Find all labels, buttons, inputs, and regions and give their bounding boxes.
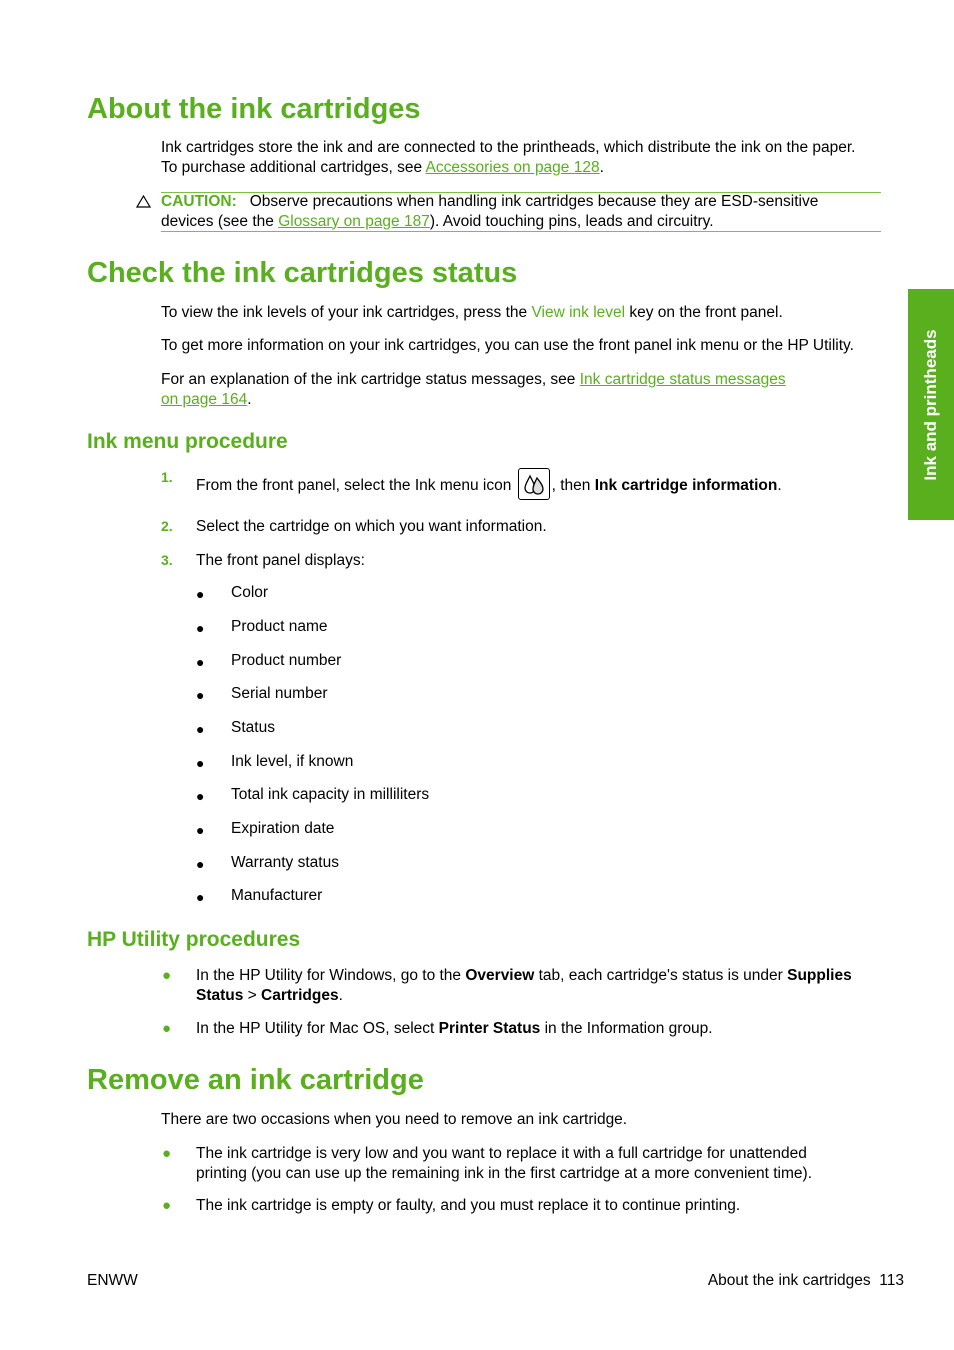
check-p3-period: . xyxy=(247,390,252,408)
section-title-about: About the ink cartridges xyxy=(87,93,421,125)
step-3: The front panel displays: xyxy=(196,552,365,569)
hpu-b1-b: tab, each cartridge's status is under xyxy=(534,967,788,984)
section-title-remove: Remove an ink cartridge xyxy=(87,1064,424,1096)
hpu-b1-a: In the HP Utility for Windows, go to the xyxy=(196,967,466,984)
list-item: Status xyxy=(231,719,275,736)
caution-note xyxy=(161,192,886,231)
footer-right xyxy=(708,1272,904,1290)
step-1-text-a: From the front panel, select the Ink menu icon xyxy=(196,477,516,495)
caution-triangle-icon xyxy=(136,195,151,208)
list-item: Color xyxy=(231,584,269,601)
subsection-title-ink-menu: Ink menu procedure xyxy=(87,430,288,453)
list-item: Serial number xyxy=(231,685,328,702)
step-number-3: 3. xyxy=(161,552,173,568)
check-p1 xyxy=(161,303,886,323)
bullet: ● xyxy=(196,788,205,804)
hpu-overview: Overview xyxy=(465,967,535,984)
list-item: Product number xyxy=(231,652,342,669)
step-2: Select the cartridge on which you want information. xyxy=(196,518,547,535)
remove-reason-1 xyxy=(196,1144,886,1183)
step-1-bold: Ink cartridge information xyxy=(594,477,778,495)
list-item: Total ink capacity in milliliters xyxy=(231,786,430,803)
caution-line2: devices (see the xyxy=(161,212,279,230)
footer-section-title: About the ink cartridges xyxy=(707,1272,871,1289)
step-number-2: 2. xyxy=(161,518,173,534)
step-1-period: . xyxy=(777,477,782,495)
glossary-link[interactable]: Glossary on page 187 xyxy=(278,212,430,230)
bullet: ● xyxy=(196,822,205,838)
step-1-text-b: , then xyxy=(551,477,595,495)
caution-label: CAUTION: xyxy=(161,193,237,210)
remove-reason-2: The ink cartridge is empty or faulty, and you must replace it to continue printing. xyxy=(196,1197,741,1214)
status-messages-page-link[interactable]: on page 164 xyxy=(161,390,248,408)
list-item: Product name xyxy=(231,618,328,635)
hp-utility-windows xyxy=(196,966,886,1005)
bullet: ● xyxy=(196,620,205,636)
subsection-title-hp-utility: HP Utility procedures xyxy=(87,928,301,951)
hpu-supplies: Supplies xyxy=(787,967,852,984)
check-p3 xyxy=(161,370,886,409)
bullet: ● xyxy=(196,721,205,737)
bullet: ● xyxy=(196,654,205,670)
remove-reason-1-line2: printing (you can use up the remaining ink in the first cartridge at a more convenient time). xyxy=(196,1164,813,1182)
about-intro-line2: To purchase additional cartridges, see xyxy=(161,158,426,176)
step-1 xyxy=(196,470,782,502)
hpu-gt: > xyxy=(243,986,262,1004)
about-intro-period: . xyxy=(599,158,604,176)
accessories-link[interactable]: Accessories on page 128 xyxy=(425,158,600,176)
remove-reason-1-line1: The ink cartridge is very low and you want to replace it with a full cartridge for unattended xyxy=(196,1145,807,1162)
list-item: Expiration date xyxy=(231,820,335,837)
bullet: ● xyxy=(196,755,205,771)
chapter-side-tab xyxy=(908,289,954,520)
hpu-b2-a: In the HP Utility for Mac OS, select xyxy=(196,1020,439,1037)
view-ink-level-key: View ink level xyxy=(531,304,626,321)
hp-utility-mac xyxy=(196,1019,886,1039)
status-messages-link[interactable]: Ink cartridge status messages xyxy=(579,371,786,388)
remove-intro: There are two occasions when you need to remove an ink cartridge. xyxy=(161,1111,628,1128)
about-intro xyxy=(161,138,886,177)
page-number: 113 xyxy=(879,1272,904,1289)
check-p3-a: For an explanation of the ink cartridge status messages, see xyxy=(161,371,580,388)
caution-bottom-rule xyxy=(161,231,881,232)
caution-line1: Observe precautions when handling ink cartridges because they are ESD-sensitive xyxy=(249,193,819,210)
bullet: ● xyxy=(196,856,205,872)
list-item: Ink level, if known xyxy=(231,753,354,770)
check-p2: To get more information on your ink cartridges, you can use the front panel ink menu or the HP Utility. xyxy=(161,337,854,354)
chapter-side-tab-label: Ink and printheads xyxy=(921,328,940,481)
hpu-printer-status: Printer Status xyxy=(438,1020,541,1037)
hpu-b2-b: in the Information group. xyxy=(540,1020,713,1037)
bullet: ● xyxy=(162,1197,172,1214)
bullet: ● xyxy=(162,967,172,984)
check-p1-b: key on the front panel. xyxy=(625,304,783,321)
hpu-status: Status xyxy=(196,986,244,1004)
bullet: ● xyxy=(196,586,205,602)
hpu-b1-period: . xyxy=(338,986,343,1004)
bullet: ● xyxy=(196,889,205,905)
bullet: ● xyxy=(162,1145,172,1162)
footer-left: ENWW xyxy=(87,1272,138,1289)
bullet: ● xyxy=(162,1020,172,1037)
ink-menu-icon xyxy=(518,468,550,500)
list-item: Warranty status xyxy=(231,854,339,871)
check-p1-a: To view the ink levels of your ink cartridges, press the xyxy=(161,304,532,321)
caution-line2-end: ). Avoid touching pins, leads and circuitry. xyxy=(429,212,714,230)
step-number-1: 1. xyxy=(161,469,173,485)
section-title-check: Check the ink cartridges status xyxy=(87,257,518,289)
about-intro-line1: Ink cartridges store the ink and are connected to the printheads, which distribute the ink on the paper. xyxy=(161,139,856,156)
list-item: Manufacturer xyxy=(231,887,323,904)
bullet: ● xyxy=(196,687,205,703)
hpu-cartridges: Cartridges xyxy=(261,986,339,1004)
